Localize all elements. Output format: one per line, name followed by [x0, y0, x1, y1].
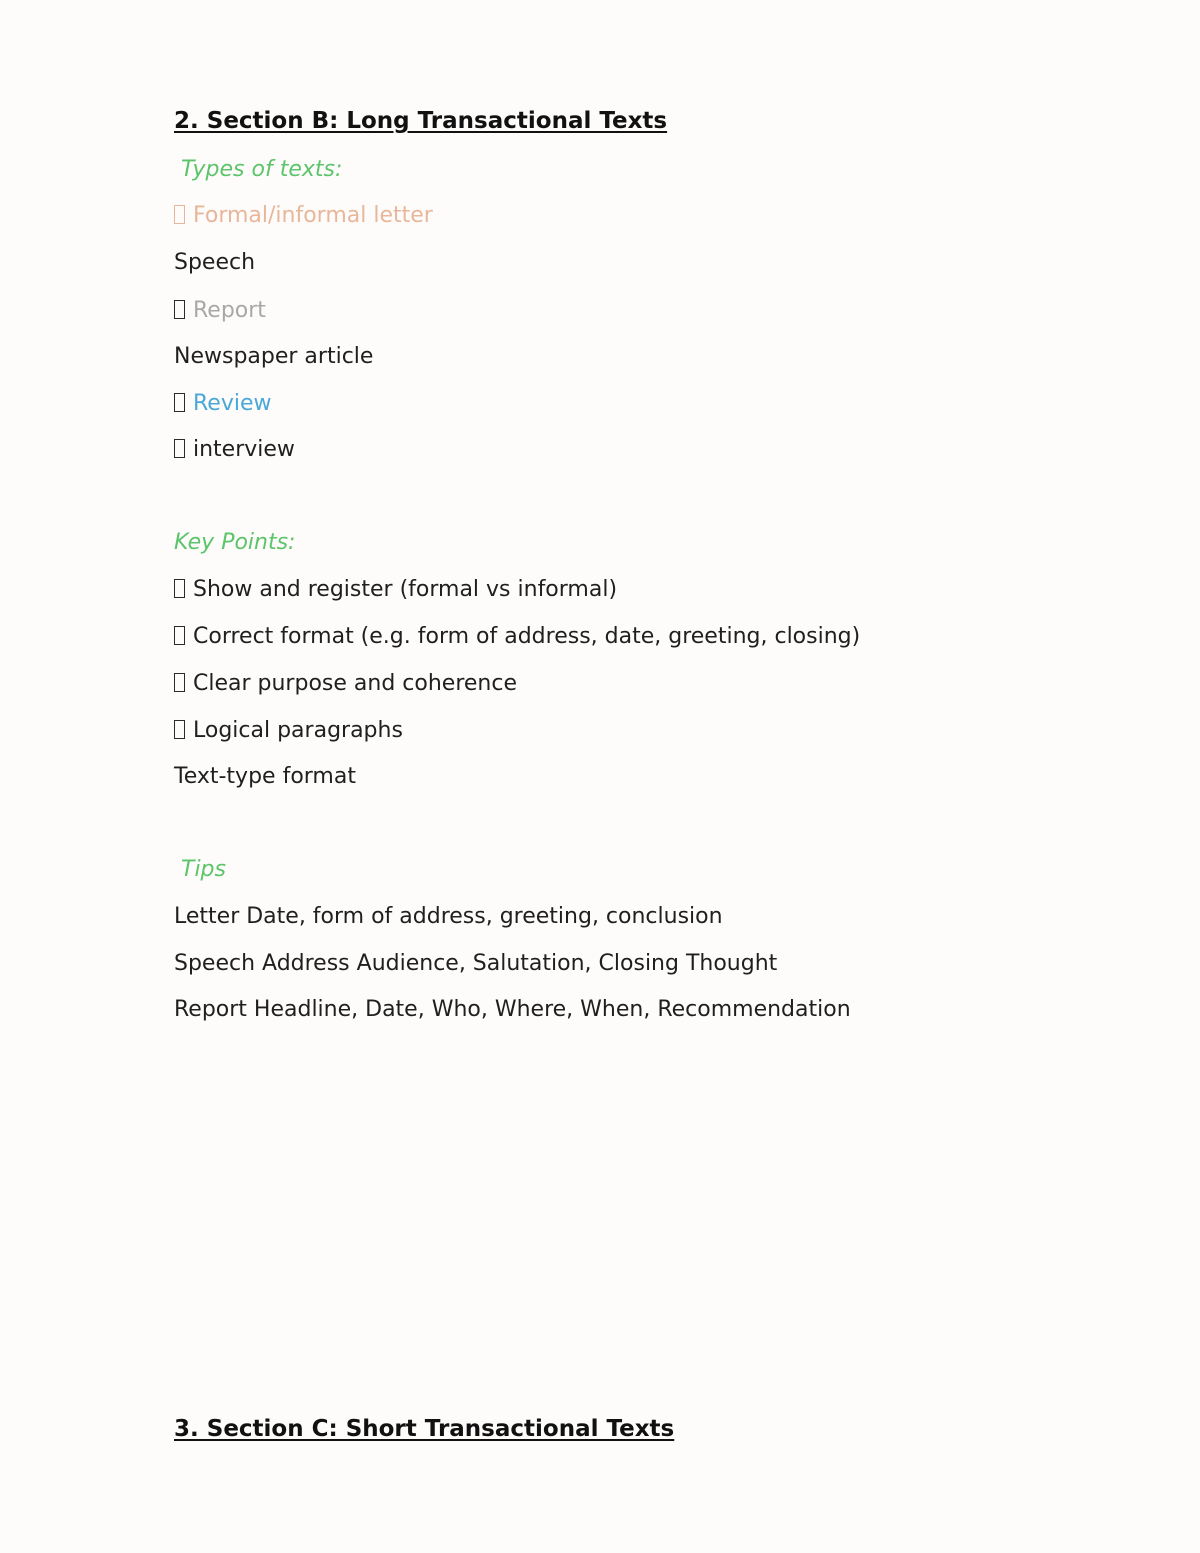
types-of-texts-label: Types of texts:: [181, 157, 343, 182]
type-item-text: Speech: [174, 250, 256, 275]
missing-glyph-icon: [174, 393, 185, 412]
type-item-text: Formal/informal letter: [193, 203, 433, 228]
key-point-item: [174, 717, 403, 745]
missing-glyph-icon: [174, 626, 185, 645]
type-item-text: Newspaper article: [174, 344, 374, 369]
key-point-text: Show and register (formal vs informal): [193, 577, 618, 602]
missing-glyph-icon: [174, 673, 185, 692]
type-item: [174, 390, 272, 418]
key-point-item: [174, 576, 617, 604]
key-point-text: Correct format (e.g. form of address, date, greeting, closing): [193, 624, 861, 649]
type-item: [174, 343, 373, 371]
key-point-item: [174, 670, 517, 698]
missing-glyph-icon: [174, 439, 185, 458]
type-item-text: interview: [193, 437, 295, 462]
missing-glyph-icon: [174, 579, 185, 598]
key-point-text: Logical paragraphs: [193, 718, 403, 743]
key-point-text: Text-type format: [174, 764, 356, 789]
key-point-item: [174, 623, 860, 651]
tip-item: Report Headline, Date, Who, Where, When, Recommendation: [174, 997, 851, 1022]
type-item: [174, 297, 266, 325]
section-b-heading: 2. Section B: Long Transactional Texts: [174, 108, 668, 134]
key-points-label: Key Points:: [174, 530, 296, 555]
type-item: [174, 436, 295, 464]
type-item: [174, 202, 433, 230]
key-point-item: [174, 763, 356, 791]
key-point-text: Clear purpose and coherence: [193, 671, 517, 696]
missing-glyph-icon: [174, 205, 185, 224]
section-c-heading: 3. Section C: Short Transactional Texts: [174, 1416, 675, 1442]
tip-item: Speech Address Audience, Salutation, Closing Thought: [174, 951, 778, 976]
tips-label: Tips: [181, 857, 226, 882]
missing-glyph-icon: [174, 300, 185, 319]
type-item-text: Review: [193, 391, 272, 416]
type-item-text: Report: [193, 298, 266, 323]
tip-item: Letter Date, form of address, greeting, conclusion: [174, 904, 723, 929]
missing-glyph-icon: [174, 720, 185, 739]
type-item: [174, 249, 255, 277]
